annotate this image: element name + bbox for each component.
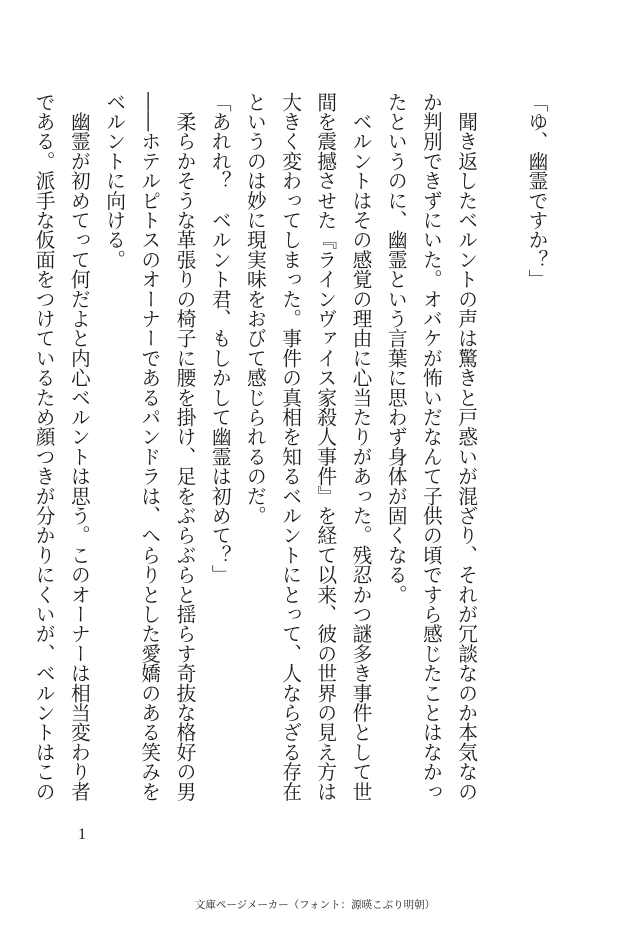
text-line-6: ベルントはその感覚の理由に心当たりがあった。残忍かつ謎多き事件として世 — [348, 92, 372, 802]
text-line-4: か判別できずにいた。オバケが怖いだなんて子供の頃ですら感じたことはなかっ — [419, 92, 443, 802]
text-line-11: 柔らかそうな革張りの椅子に腰を掛け、足をぶらぶらと揺らす奇抜な格好の男 — [172, 92, 196, 802]
text-line-13: ベルントに向ける。 — [102, 92, 126, 270]
text-line-1: 「ゆ、幽霊ですか？」 — [525, 92, 548, 289]
text-line-14: 幽霊が初めてって何だよと内心ベルントは思う。このオーナーは相当変わり者 — [67, 92, 91, 802]
text-line-15: である。派手な仮面をつけているため顔つきが分かりにくいが、ベルントはこの — [32, 92, 56, 802]
footer-credit: 文庫ページメーカー（フォント：源暎こぶり明朝） — [194, 899, 436, 911]
page-number: 1 — [78, 826, 86, 843]
text-line-7: 間を震撼させた『ラインヴァイス家殺人事件』を経て以来、彼の世界の見え方は — [313, 92, 337, 802]
text-line-5: たというのに、幽霊という言葉に思わず身体が固くなる。 — [384, 92, 408, 605]
text-line-12: ――ホテルピトスのオーナーであるパンドラは、へらりとした愛嬌のある笑みを — [137, 92, 161, 802]
vertical-body-text — [32, 92, 554, 812]
text-line-10: 「あれれ？ ベルント君、もしかして幽霊は初めて？」 — [208, 92, 232, 585]
text-line-3: 聞き返したベルントの声は驚きと戸惑いが混ざり、それが冗談なのか本気なの — [454, 92, 478, 802]
text-line-2 — [484, 92, 519, 812]
text-line-9: というのは妙に現実味をおびて感じられるのだ。 — [243, 92, 267, 526]
text-line-8: 大きく変わってしまった。事件の真相を知るベルントにとって、人ならざる存在 — [278, 92, 302, 802]
